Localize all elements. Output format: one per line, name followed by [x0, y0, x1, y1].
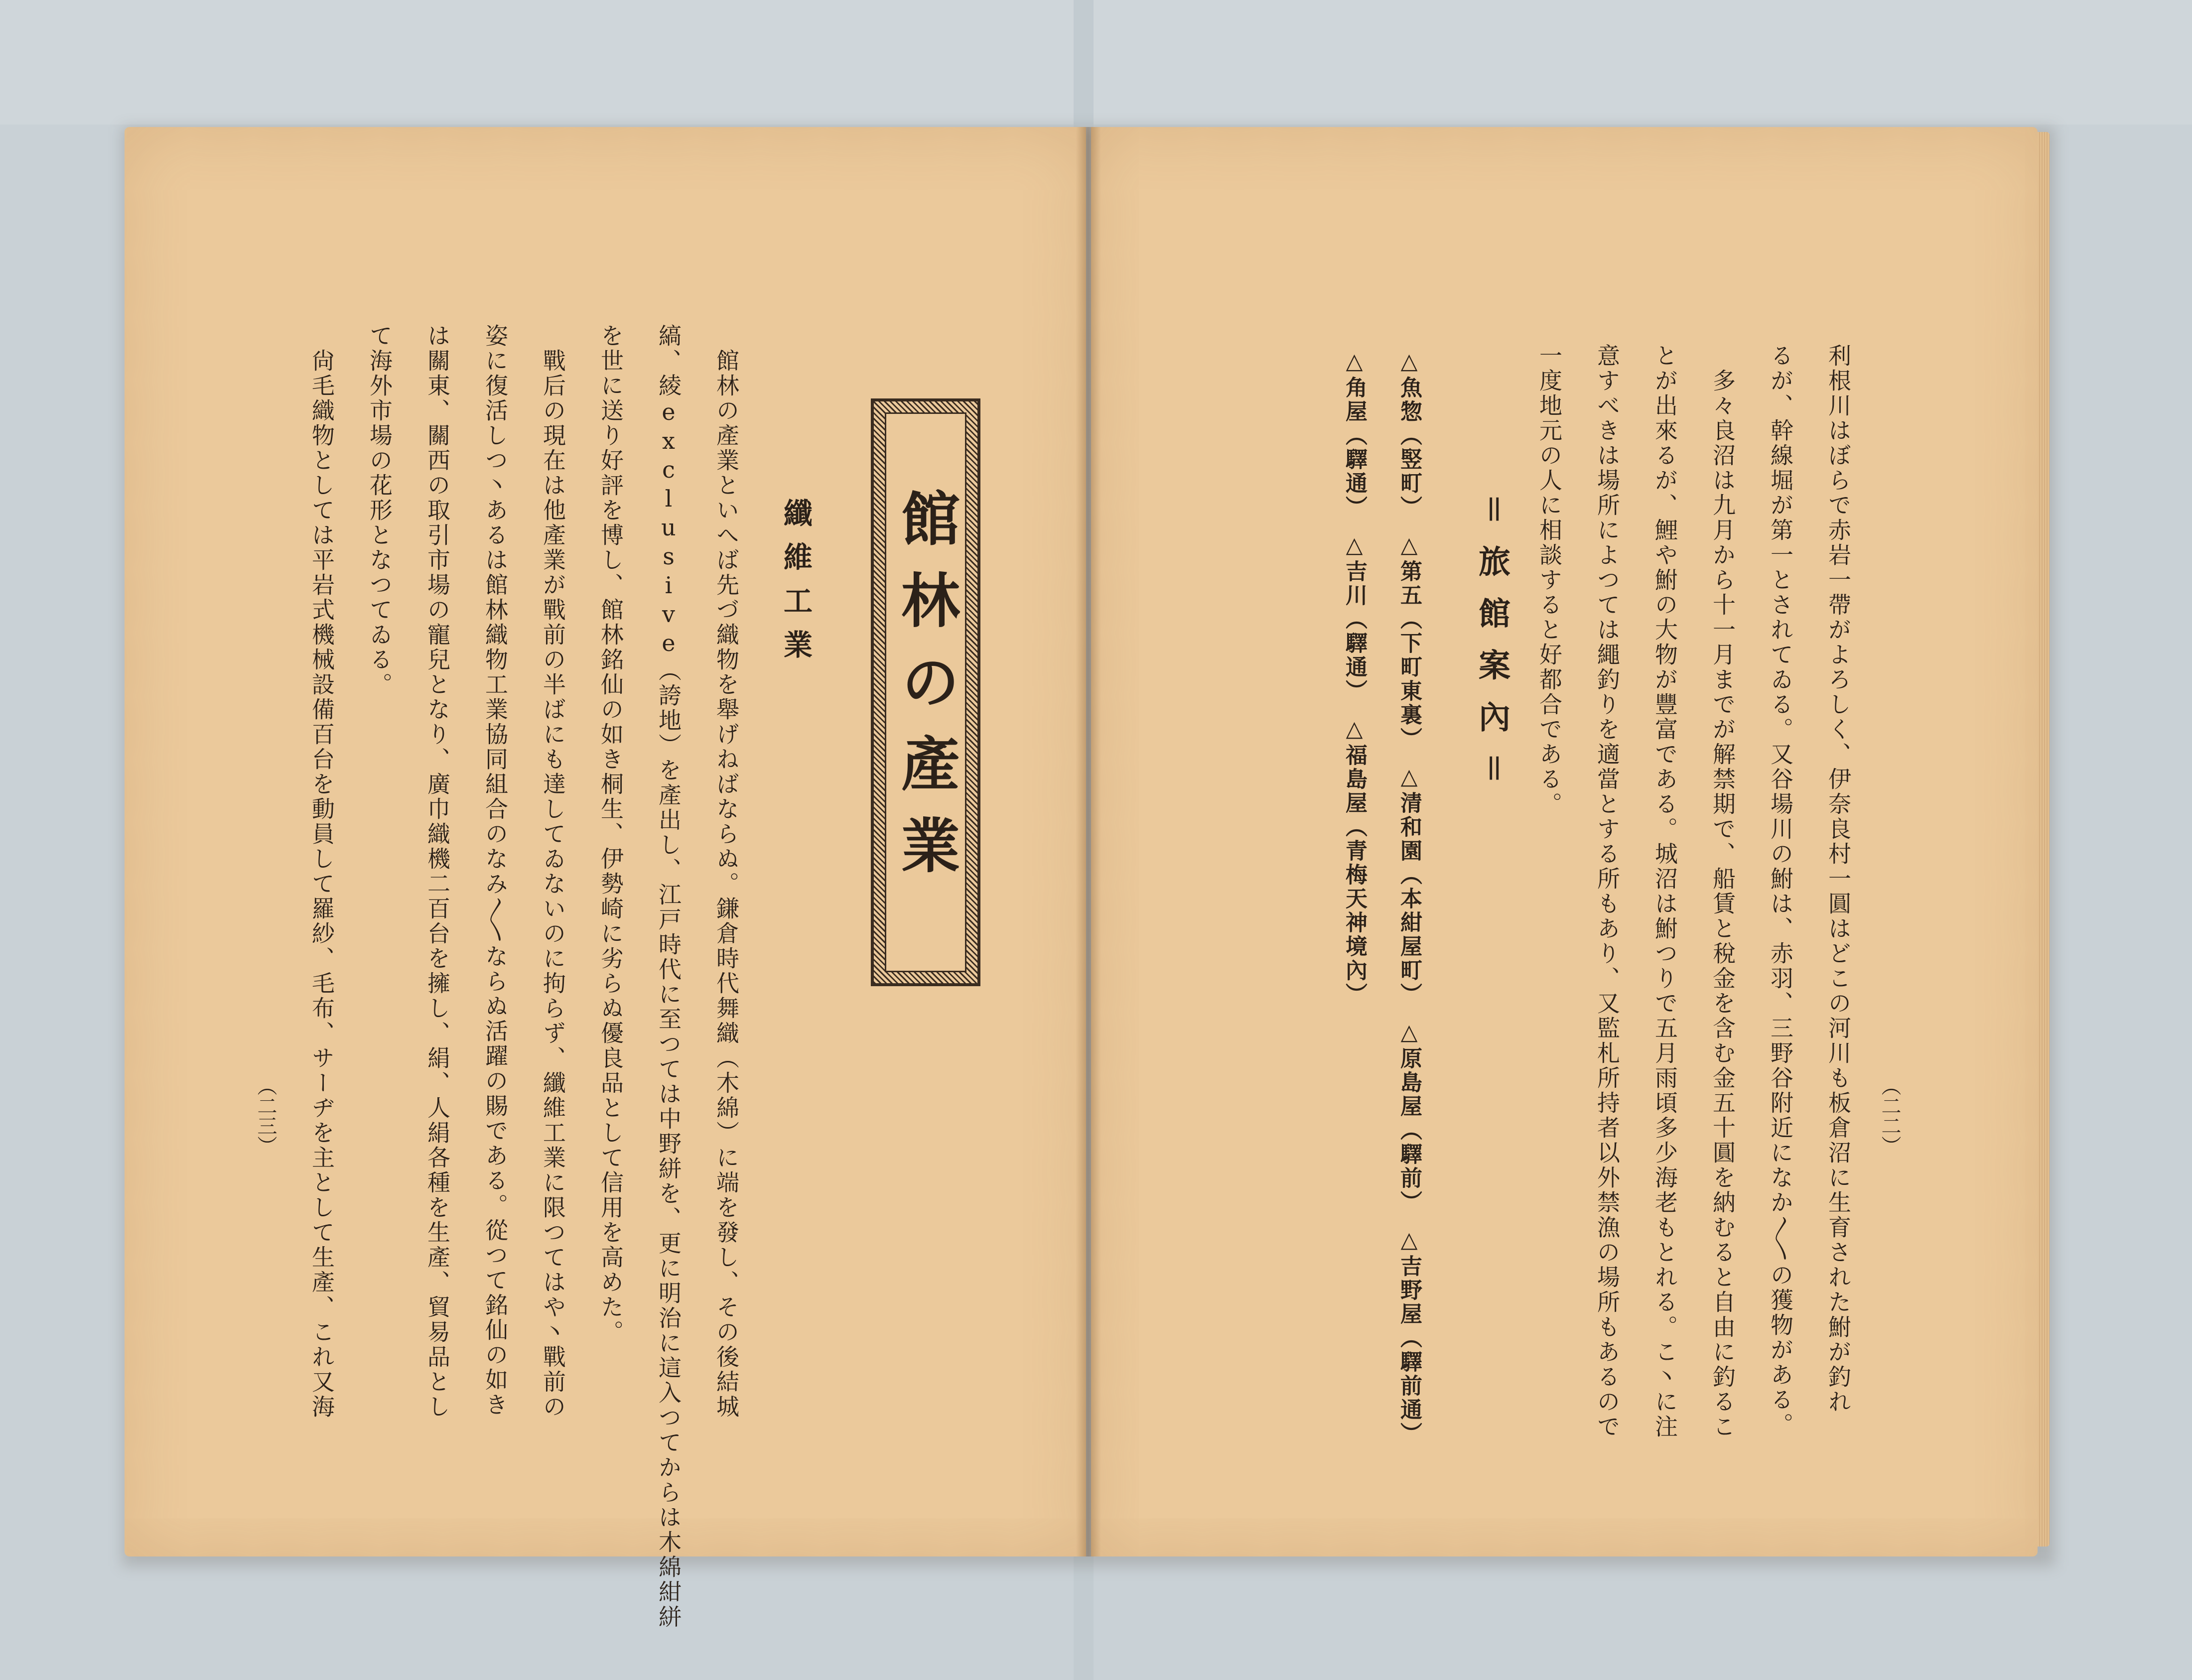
page-title: 館林の產業 [891, 488, 960, 897]
ryokan-list-line: △角屋（驛通） △吉川（驛通） △福島屋（青梅天神境內） [1342, 349, 1367, 1007]
right-text-line: るが、幹線堀が第一とされてゐる。又谷場川の鮒は、赤羽、三野谷附近になか〳〵の獲物がある。 [1767, 344, 1794, 1437]
left-text-line: て海外市場の花形となつてゐる。 [366, 324, 393, 697]
left-text-line: 尙毛織物としては平岩式機械設備百台を動員して羅紗、毛布、サーヂを主として生產、これ又海 [308, 349, 335, 1420]
right-text-line: 一度地元の人に相談すると好都合である。 [1536, 344, 1563, 817]
background-top [0, 0, 2192, 125]
left-text-line: 縞、綾exclusive（誇地）を產出し、江戸時代に至つては中野絣を、更に明治に這入つてからは木綿紺絣 [655, 324, 682, 1630]
left-text-line: は關東、關西の取引市場の寵兒となり、廣巾織機二百台を擁し、絹、人絹各種を生產、貿易品とし [424, 324, 451, 1420]
left-text-line: 姿に復活しつ丶あるは館林織物工業協同組合のなみ〳〵ならぬ活躍の賜である。從つて銘仙の如き [482, 324, 509, 1418]
book-gutter [1076, 127, 1101, 1556]
left-text-line: 戰后の現在は他產業が戰前の半ばにも達してゐないのに拘らず、纖維工業に限つてはや丶戰前の [540, 349, 566, 1420]
left-text-line: を世に送り好評を博し、館林銘仙の如き桐生、伊勢崎に劣らぬ優良品として信用を高めた。 [597, 324, 624, 1345]
ryokan-list-line: △魚惣（竪町） △第五（下町東裏） △清和園（本紺屋町） △原島屋（驛前） △吉野屋（驛前通） [1396, 349, 1422, 1446]
page-number-left: （二三） [254, 1076, 277, 1156]
title-inner [885, 412, 966, 972]
right-text-line: とが出來るが、鯉や鮒の大物が豐富である。城沼は鮒つりで五月雨頃多少海老もとれる。こ丶に注 [1651, 344, 1678, 1439]
left-text-line: 館林の產業といへば先づ織物を舉げねばならぬ。鎌倉時代舞織（木綿）に端を發し、その後結城 [713, 349, 740, 1420]
right-text-line: 利根川はぼらで赤岩一帶がよろしく、伊奈良村一圓はどこの河川も板倉沼に生育された鮒が釣れ [1825, 344, 1852, 1415]
right-text-line: 意すべきは場所によつては繩釣りを適當とする所もあり、又監札所持者以外禁漁の場所もあるので [1594, 344, 1621, 1439]
right-text-line: 多々良沼は九月から十一月までが解禁期で、船賃と稅金を含む金五十圓を納むると自由に釣るこ [1709, 369, 1736, 1439]
ryokan-heading: ＝旅館案內＝ [1473, 493, 1510, 804]
section-subtitle: 纖維工業 [779, 498, 813, 673]
title-box [871, 398, 980, 986]
page-number-right: （二二） [1878, 1076, 1901, 1156]
right-page [1091, 127, 2038, 1556]
